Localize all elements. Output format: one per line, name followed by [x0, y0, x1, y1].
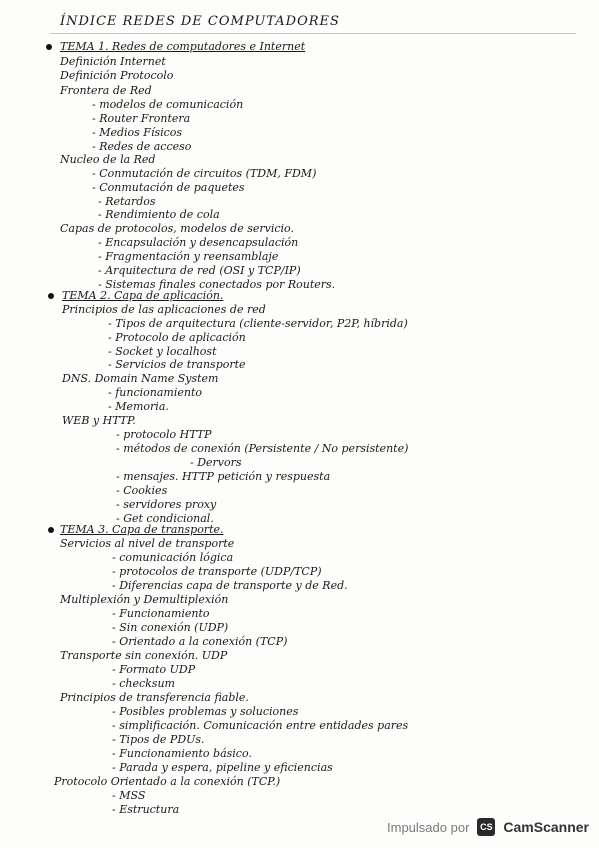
- list-item: Transporte sin conexión. UDP: [60, 649, 228, 662]
- list-item: Nucleo de la Red: [60, 153, 156, 166]
- list-item: - Medios Físicos: [92, 126, 183, 139]
- list-item: - Socket y localhost: [108, 345, 217, 358]
- list-item: Frontera de Red: [60, 84, 152, 97]
- list-item: - Rendimiento de cola: [98, 208, 220, 221]
- list-item: - Formato UDP: [112, 663, 196, 676]
- list-item: - Fragmentación y reensamblaje: [98, 250, 279, 263]
- list-item: - Estructura: [112, 803, 180, 816]
- list-item: - Funcionamiento básico.: [112, 747, 252, 760]
- bullet-tema-2: [48, 293, 54, 299]
- camscanner-brand: CamScanner: [503, 819, 589, 835]
- list-item: Multiplexión y Demultiplexión: [60, 593, 229, 606]
- list-item: - Redes de acceso: [92, 140, 192, 153]
- list-item: - servidores proxy: [116, 498, 217, 511]
- list-item: DNS. Domain Name System: [62, 372, 219, 385]
- list-item: - MSS: [112, 789, 146, 802]
- heading-tema-2: TEMA 2. Capa de aplicación.: [62, 289, 224, 302]
- list-item: WEB y HTTP.: [62, 414, 136, 427]
- list-item: - checksum: [112, 677, 175, 690]
- list-item: - simplificación. Comunicación entre entidades pares: [112, 719, 409, 732]
- list-item: - Conmutación de paquetes: [92, 181, 245, 194]
- camscanner-logo-icon: CS: [477, 818, 495, 836]
- list-item: - comunicación lógica: [112, 551, 234, 564]
- list-item: - Cookies: [116, 484, 168, 497]
- page-title: ÍNDICE REDES DE COMPUTADORES: [60, 14, 340, 29]
- list-item: - protocolo HTTP: [116, 428, 212, 441]
- list-item: Definición Internet: [60, 55, 166, 68]
- list-item: - Protocolo de aplicación: [108, 331, 246, 344]
- list-item: - Funcionamiento: [112, 607, 210, 620]
- list-item: - Get condicional.: [116, 512, 214, 525]
- list-item: - Sin conexión (UDP): [112, 621, 229, 634]
- list-item: - mensajes. HTTP petición y respuesta: [116, 470, 331, 483]
- list-item: Capas de protocolos, modelos de servicio.: [60, 222, 294, 235]
- list-item: Principios de las aplicaciones de red: [62, 303, 266, 316]
- list-item: - Arquitectura de red (OSI y TCP/IP): [98, 264, 301, 277]
- heading-tema-3: TEMA 3. Capa de transporte.: [60, 523, 224, 536]
- list-item: - Router Frontera: [92, 112, 191, 125]
- list-item: - Posibles problemas y soluciones: [112, 705, 299, 718]
- heading-tema-1: TEMA 1. Redes de computadores e Internet: [60, 40, 306, 53]
- list-item: - Tipos de arquitectura (cliente-servidor, P2P, híbrida): [108, 317, 408, 330]
- list-item: Principios de transferencia fiable.: [60, 691, 249, 704]
- list-item: - Retardos: [98, 195, 156, 208]
- list-item: - funcionamiento: [108, 386, 202, 399]
- list-item: - Servicios de transporte: [108, 358, 246, 371]
- list-item: - Orientado a la conexión (TCP): [112, 635, 288, 648]
- list-item: - Parada y espera, pipeline y eficiencias: [112, 761, 333, 774]
- header-rule: [50, 33, 576, 34]
- list-item: - Sistemas finales conectados por Routers.: [98, 278, 336, 291]
- list-item: Protocolo Orientado a la conexión (TCP.): [54, 775, 281, 788]
- list-item: - métodos de conexión (Persistente / No persistente): [116, 442, 409, 455]
- list-item: - modelos de comunicación: [92, 98, 244, 111]
- list-item: - Encapsulación y desencapsulación: [98, 236, 299, 249]
- list-item: - Conmutación de circuitos (TDM, FDM): [92, 167, 317, 180]
- list-item: - Tipos de PDUs.: [112, 733, 205, 746]
- camscanner-footer: [387, 818, 589, 836]
- list-item: Definición Protocolo: [60, 69, 174, 82]
- bullet-tema-1: [46, 44, 52, 50]
- list-item: - Dervors: [190, 456, 242, 469]
- list-item: - Memoria.: [108, 400, 169, 413]
- list-item: - Diferencias capa de transporte y de Red.: [112, 579, 348, 592]
- list-item: - protocolos de transporte (UDP/TCP): [112, 565, 322, 578]
- powered-by-text: Impulsado por: [387, 819, 470, 835]
- list-item: Servicios al nivel de transporte: [60, 537, 235, 550]
- bullet-tema-3: [48, 527, 54, 533]
